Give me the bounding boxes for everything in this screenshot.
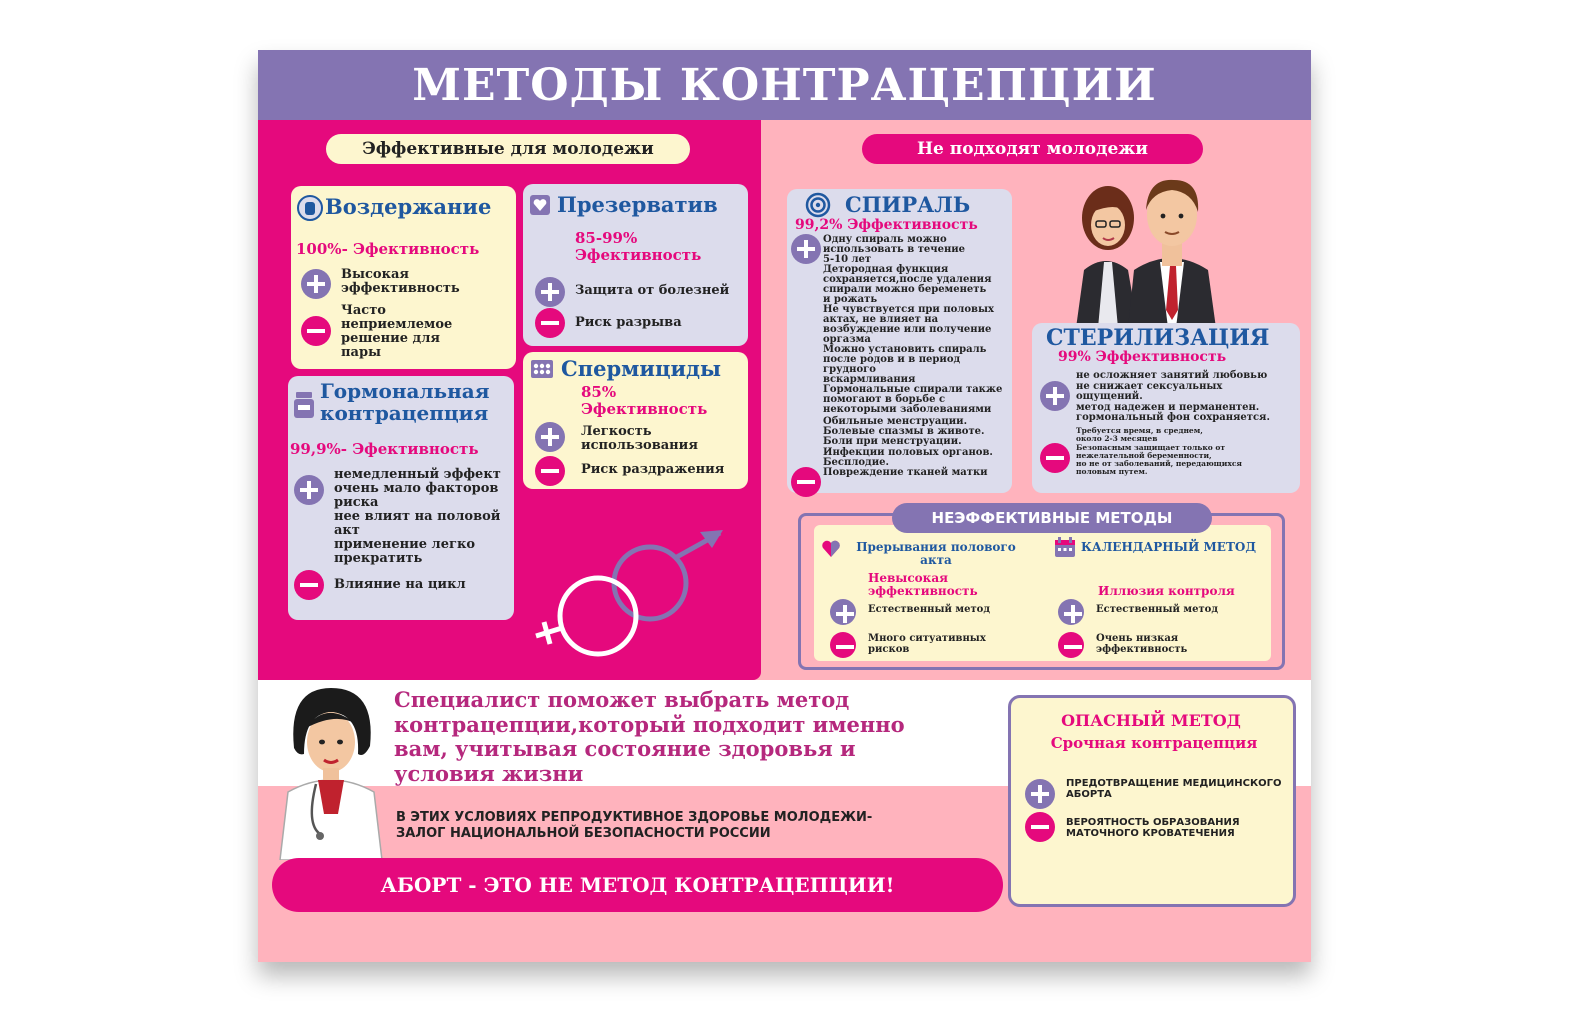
sterilization-title: СТЕРИЛИЗАЦИЯ <box>1046 325 1270 351</box>
not-suitable-header: Не подходят молодежи <box>862 134 1203 164</box>
minus-icon <box>535 456 565 486</box>
dangerous-header: ОПАСНЫЙ МЕТОД <box>1046 706 1256 734</box>
abortion-banner: АБОРТ - ЭТО НЕ МЕТОД КОНТРАЦЕПЦИИ! <box>272 858 1003 912</box>
minus-icon <box>1040 443 1070 473</box>
health-text: В ЭТИХ УСЛОВИЯХ РЕПРОДУКТИВНОЕ ЗДОРОВЬЕ МОЛОДЕЖИ- ЗАЛОГ НАЦИОНАЛЬНОЙ БЕЗОПАСНОСТИ РОССИИ <box>396 810 873 841</box>
calendar-minus: Очень низкая эффективность <box>1096 633 1188 655</box>
plus-icon <box>830 599 856 625</box>
abstinence-title: Воздержание <box>325 194 492 219</box>
spiral-card <box>787 189 1012 493</box>
ineffective-header: НЕЭФФЕКТИВНЫЕ МЕТОДЫ <box>892 503 1212 533</box>
interrupted-efficiency: Невысокая эффективность <box>868 571 978 598</box>
interrupted-plus: Естественный метод <box>868 604 991 615</box>
spermicides-icon <box>531 360 553 378</box>
plus-icon <box>1040 381 1070 411</box>
spermicides-plus: Легкость использования <box>581 424 698 454</box>
spermicides-efficiency: 85% Эфективность <box>581 383 708 419</box>
dangerous-minus: ВЕРОЯТНОСТЬ ОБРАЗОВАНИЯ МАТОЧНОГО КРОВАТЕЧЕНИЯ <box>1066 817 1240 839</box>
hormonal-efficiency: 99,9%- Эфективность <box>290 440 479 458</box>
minus-icon <box>535 308 565 338</box>
pill-bottle-icon <box>292 392 316 418</box>
sterilization-plus: не осложняет занятий любовью не снижает сексуальных ощущений. метод надежен и перманентен. гормональный фон сохраняется. <box>1076 370 1270 423</box>
minus-icon <box>791 467 821 497</box>
gender-symbols-icon <box>530 528 730 658</box>
abstinence-card <box>291 186 516 369</box>
abstinence-efficiency: 100%- Эфективность <box>296 240 480 258</box>
plus-icon <box>535 422 565 452</box>
spiral-efficiency: 99,2% Эффективность <box>795 217 978 233</box>
plus-icon <box>1025 779 1055 809</box>
poster <box>258 50 1311 962</box>
sterilization-card <box>1032 323 1300 493</box>
calendar-plus: Естественный метод <box>1096 604 1219 615</box>
condom-plus: Защита от болезней <box>575 283 730 298</box>
minus-icon <box>1058 632 1084 658</box>
dangerous-plus: ПРЕДОТВРАЩЕНИЕ МЕДИЦИНСКОГО АБОРТА <box>1066 778 1282 800</box>
spiral-minus: Обильные менструации. Болевые спазмы в животе. Боли при менструации. Инфекции половых органов. Бесплодие. Повреждение тканей матки <box>823 416 993 478</box>
spermicides-title: Спермициды <box>561 356 722 381</box>
page-title: МЕТОДЫ КОНТРАЦЕПЦИИ <box>412 59 1157 111</box>
plus-icon <box>294 475 324 505</box>
heart-icon <box>821 540 841 558</box>
calendar-icon <box>1055 537 1075 557</box>
sterilization-minus: Требуется время, в среднем, около 2-3 месяцев Безопасным защищает только от нежелательной беременности, но не от заболеваний, передающихся половым путем. <box>1076 426 1242 477</box>
spiral-title: СПИРАЛЬ <box>845 192 971 217</box>
condom-card <box>523 184 748 346</box>
plus-icon <box>301 269 331 299</box>
condom-minus: Риск разрыва <box>575 315 682 330</box>
sterilization-efficiency: 99% Эффективность <box>1058 349 1227 365</box>
abstinence-minus: Часто неприемлемое решение для пары <box>341 303 453 361</box>
plus-icon <box>535 277 565 307</box>
doctor-illustration <box>276 684 386 860</box>
interrupted-minus: Много ситуативных рисков <box>868 633 986 655</box>
interrupted-title: Прерывания полового акта <box>856 540 1016 568</box>
spermicides-card <box>523 352 748 489</box>
minus-icon <box>830 632 856 658</box>
effective-header: Эффективные для молодежи <box>326 134 690 164</box>
hormonal-plus: немедленный эффект очень мало факторов риска нее влият на половой акт применение легко прекратить <box>334 467 501 567</box>
condom-title: Презерватив <box>557 192 718 217</box>
calendar-efficiency: Иллюзия контроля <box>1098 584 1235 598</box>
hormonal-minus: Влияние на цикл <box>334 577 466 592</box>
dangerous-subtitle: Срочная контрацепция <box>1050 734 1258 752</box>
plus-icon <box>1058 599 1084 625</box>
abstinence-plus: Высокая эффективность <box>341 267 460 297</box>
minus-icon <box>301 316 331 346</box>
couple-illustration <box>1066 170 1246 328</box>
plus-icon <box>791 234 821 264</box>
abstinence-icon <box>297 194 323 222</box>
minus-icon <box>294 570 324 600</box>
hormonal-title: Гормональная контрацепция <box>320 379 490 425</box>
condom-efficiency: 85-99% Эфективность <box>575 229 702 265</box>
spermicides-minus: Риск раздражения <box>581 462 725 477</box>
specialist-text: Специалист поможет выбрать метод контрацепции,который подходит именно вам, учитывая состояние здоровья и условия жизни <box>394 687 905 786</box>
spiral-icon <box>805 192 831 218</box>
calendar-title: КАЛЕНДАРНЫЙ МЕТОД <box>1081 540 1257 554</box>
hormonal-card <box>288 376 514 620</box>
title-bar <box>258 50 1311 120</box>
condom-icon <box>530 195 550 215</box>
minus-icon <box>1025 812 1055 842</box>
spiral-plus: Одну спираль можно использовать в течение 5-10 лет Детородная функция сохраняется,после удаления спирали можно беременеть и рожать Не чувствуется при половых актах, не влияет на возбуждение или получение оргазма Можно установить спираль после родов и в период грудного вскармливания Гормональные спирали также помогают в борьбе с некоторыми заболеваниями <box>823 234 1003 415</box>
